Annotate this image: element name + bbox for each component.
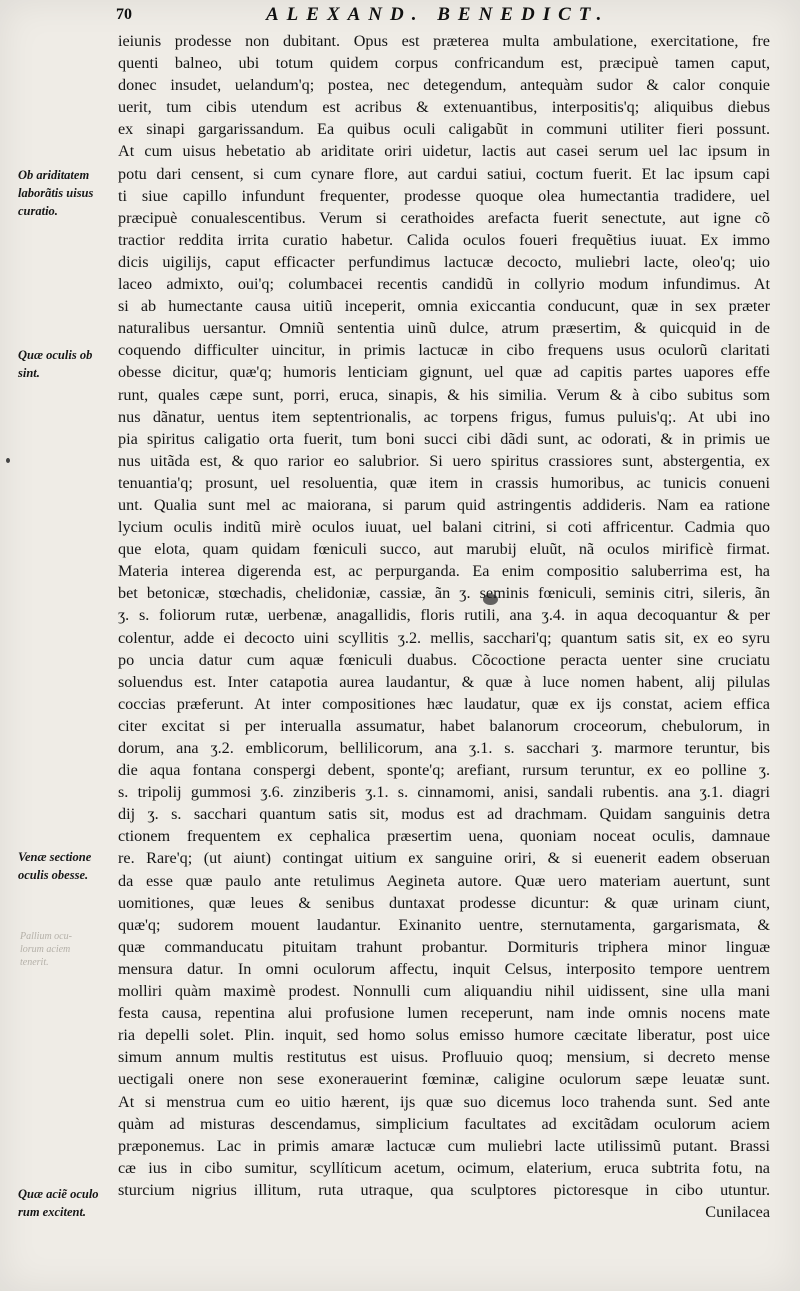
text-line: præponemus. Lac in primis amaræ lactucæ cum muliebri lacte utilissimũ putant. Brassi [118,1136,770,1155]
text-line: quenti balneo, ubi totum quidem corpus confricandum est, præcipuè tamen caput, [118,54,770,73]
text-line: quàm ad misturas descendamus, simplicium facultates ad excitãdam oculorum aciem [118,1114,770,1133]
text-line: re. Rare'q; (ut aiunt) contingat uitium ex sanguine oriri, & si euenerit eadem obseruan [118,849,770,868]
ink-spot [6,458,10,463]
text-line: quæ'q; sudorem mouent laudantur. Exinanito uentre, sternutamenta, gargarismata, & [118,915,770,934]
text-line: soluendus est. Inter catapotia aurea laudantur, & quæ à luce nomen habent, alij pilulas [118,672,770,691]
text-line: tenuantia'q; prosunt, uel resoluentia, quæ item in crassis humoribus, ac tunicis conueni [118,473,770,492]
text-line: At cum uisus hebetatio ab ariditate oriri uidetur, lactis aut casei serum uel lac ipsum in [118,142,770,161]
text-line: uerit, tum cibis utendum est acribus & extenuantibus, interpositis'q; aliquibus diebus [118,98,770,117]
text-line: mensura datur. In omni oculorum affectu, inquit Celsus, interposito tempore uentrem [118,959,770,978]
text-line: uectigali onere non sese exonerauerint fœminæ, caligine oculorum sæpe leuatæ sunt. [118,1070,770,1089]
text-line: citer excitat si per interualla assumatur, habet balanorum croceorum, chebulorum, in [118,716,770,735]
text-line: laceo admixto, oui'q; columbacei recentis candidũ in collyrio modum infundimus. At [118,275,770,294]
text-line: unt. Qualia sunt mel ac maiorana, si parum quid astringentis addideris. Nam ea ratione [118,495,770,514]
text-line: ex sinapi gargarissandum. Ea quibus oculi caligabũt in communi utiliter fieri possunt. [118,120,770,139]
text-line: donec insudet, uelandum'q; postea, nec detegendum, antequàm sudor & calor conquie [118,76,770,95]
margin-note-venae-sectione [18,848,118,884]
text-line: bet betonicæ, stœchadis, chelidoniæ, cassiæ, ãn ʒ. seminis fœniculi, seminis citri, sileris, ãn [118,584,770,603]
margin-note-line: oculis obesse. [18,868,89,882]
text-line: Cunilacea [705,1202,770,1221]
page-number: 70 [116,6,132,23]
text-line: quæ commanducatu pituitam trahunt probantur. Dormituris triphera minor linguæ [118,937,770,956]
body-text [118,30,770,1223]
text-line: coccias præferunt. At inter compositiones hæc laudatur, quæ ex ijs constat, aciem effica [118,694,770,713]
margin-note-line: sint. [18,366,40,380]
margin-note-ariditas [18,166,118,220]
text-line: dorum, ana ʒ.2. emblicorum, bellilicorum, ana ʒ.1. s. sacchari ʒ. marmore teruntur, bis [118,739,770,757]
text-line: ieiunis prodesse non dubitant. Opus est præterea multa ambulatione, exercitatione, fre [118,32,770,50]
text-line: molliri quàm maximè prodest. Nonnulli cum aliquandiu nihil uidissent, sine ulla mani [118,982,770,1001]
text-line: coquendo difficulter uincitur, in primis lactucæ in cibo frequens usus oculorũ claritati [118,341,770,360]
running-head [116,6,772,28]
text-line: nus dãnatur, uentus item septentrionalis, ac torpens frigus, fumus puluis'q;. At ubi ino [118,407,770,426]
text-line: s. tripolij gummosi ʒ.6. zinziberis ʒ.1. s. cinnamomi, anisi, sandali rubentis. ana ʒ.1. diagri [118,783,770,802]
text-line: ria depelli solet. Plin. inquit, sed homo solus emisso humore cæcitate liberatur, post uice [118,1026,770,1045]
text-line: naturalibus uersantur. Omniũ sententia uinũ dulce, atrum præsertim, & quicquid in de [118,319,770,338]
text-line: da esse quæ paulo ante retulimus Aegineta autore. Quæ uero materiam auertunt, sunt [118,871,770,890]
text-line: ti siue capillo infundunt frequenter, prodesse quoque olea humectantia tradidere, uel [118,186,770,205]
text-line: obesse dicitur, quæ'q; humoris lenticiam gignunt, uel quæ ad capitis partes uapores effe [118,363,770,382]
text-line: po uncia datur cum aquæ fœniculi duabus. Cõcoctione peracta uenter sine cruciatu [118,650,770,669]
text-line: ctionem frequentem ex cephalica præsertim uena, quoniam noceat oculis, damnaue [118,827,770,846]
margin-note-line: Quæ oculis ob [18,348,93,362]
text-line: uomitiones, quæ leues & senibus duntaxat prodesse dicuntur: & quæ urinam ciunt, [118,893,770,912]
text-line: dij ʒ. s. sacchari quantum satis sit, modus est ad drachmam. Quidam sanguinis detra [118,805,770,824]
text-line: die aqua fontana conspergi debent, sponte'q; arefiant, rursum teruntur, ex eo polline ʒ. [118,761,770,780]
text-line: colentur, adde ei decocto uini scyllitis ʒ.2. mellis, sacchari'q; quantum satis sit, ex eo syru [118,628,770,647]
margin-note-aciem-oculorum [18,1185,118,1221]
text-line: potu dari censent, si cum cynare flore, aut cardui satiui, coctum fuerit. Et lac ipsum capi [118,164,770,183]
text-line: tractior reddita irrita curatio habetur. Calida oculos foueri frequẽtius iuuat. Ex immo [118,230,770,249]
text-line: pia spiritus caligatio orta fuerit, tum boni succi cibi dãdi sunt, ac odorati, & in primis ue [118,429,770,448]
margin-note-line: curatio. [18,204,58,218]
margin-note-obsint [18,346,118,382]
text-line: lycium oculis inditũ mirè oculos iuuat, uel balani citrini, si coti affricentur. Cadmia quo [118,518,770,537]
text-line: præcipuè conualescentibus. Verum si cerathoides arefacta fuerit senectute, aut igne cõ [118,208,770,227]
text-line: si ab humectante causa uitiũ inceperit, omnia exiccantia conducunt, quæ in sex præter [118,297,770,316]
text-line: Materia interea digerenda est, ac perpurganda. Ea enim compositio saluberrima est, ha [118,562,770,581]
margin-note-line: rum excitent. [18,1205,87,1219]
faint-bleed-through-note: Pallium ocu- lorum aciem tenerit. [20,931,72,968]
text-line: sturcium nigrius illitum, ruta utraque, qua sculptores pictoresque in cibo utuntur. [118,1180,770,1199]
text-line: nus uitãda est, & quo rarior eo salubrior. Si uero spiritus crassiores sunt, abstergentia, ex [118,451,770,470]
margin-note-line: Quæ aciẽ oculo [18,1187,99,1201]
text-line: At si menstrua cum eo uitio hærent, ijs quæ suo dicemus loco trahenda sunt. Sed ante [118,1092,770,1111]
text-line: simum annum multis restitutus est uisus. Profluuio quoq; mensium, si decreto mense [118,1048,770,1067]
text-line: dicis uigilijs, caput efficacter perfundimus lactucæ decocto, muliebri lacte, oleo'q; uio [118,252,770,271]
text-line: runt, quales cæpe sunt, porri, eruca, sinapis, & his similia. Verum & à cibo subitus som [118,385,770,404]
margin-note-line: Ob ariditatem [18,168,90,182]
text-line: cæ ius in cibo sumitur, scyllíticum acetum, ocimum, elaterium, eruca subtrita fotu, na [118,1158,770,1177]
running-title: ALEXAND. BENEDICT. [266,4,610,25]
text-line: ʒ. s. foliorum rutæ, uerbenæ, anagallidis, floris rutili, ana ʒ.4. in aqua decoquantur & per [118,606,770,625]
margin-note-line: laborãtis uisus [18,186,94,200]
margin-note-line: Venæ sectione [18,850,92,864]
text-line: que elota, quam quidam fœniculi succo, aut marubij eluũt, nã oculos mirificè firmat. [118,540,770,559]
text-line: festa causa, repentina alui profusione lumen receperunt, nam inde omnis nocens mate [118,1004,770,1023]
